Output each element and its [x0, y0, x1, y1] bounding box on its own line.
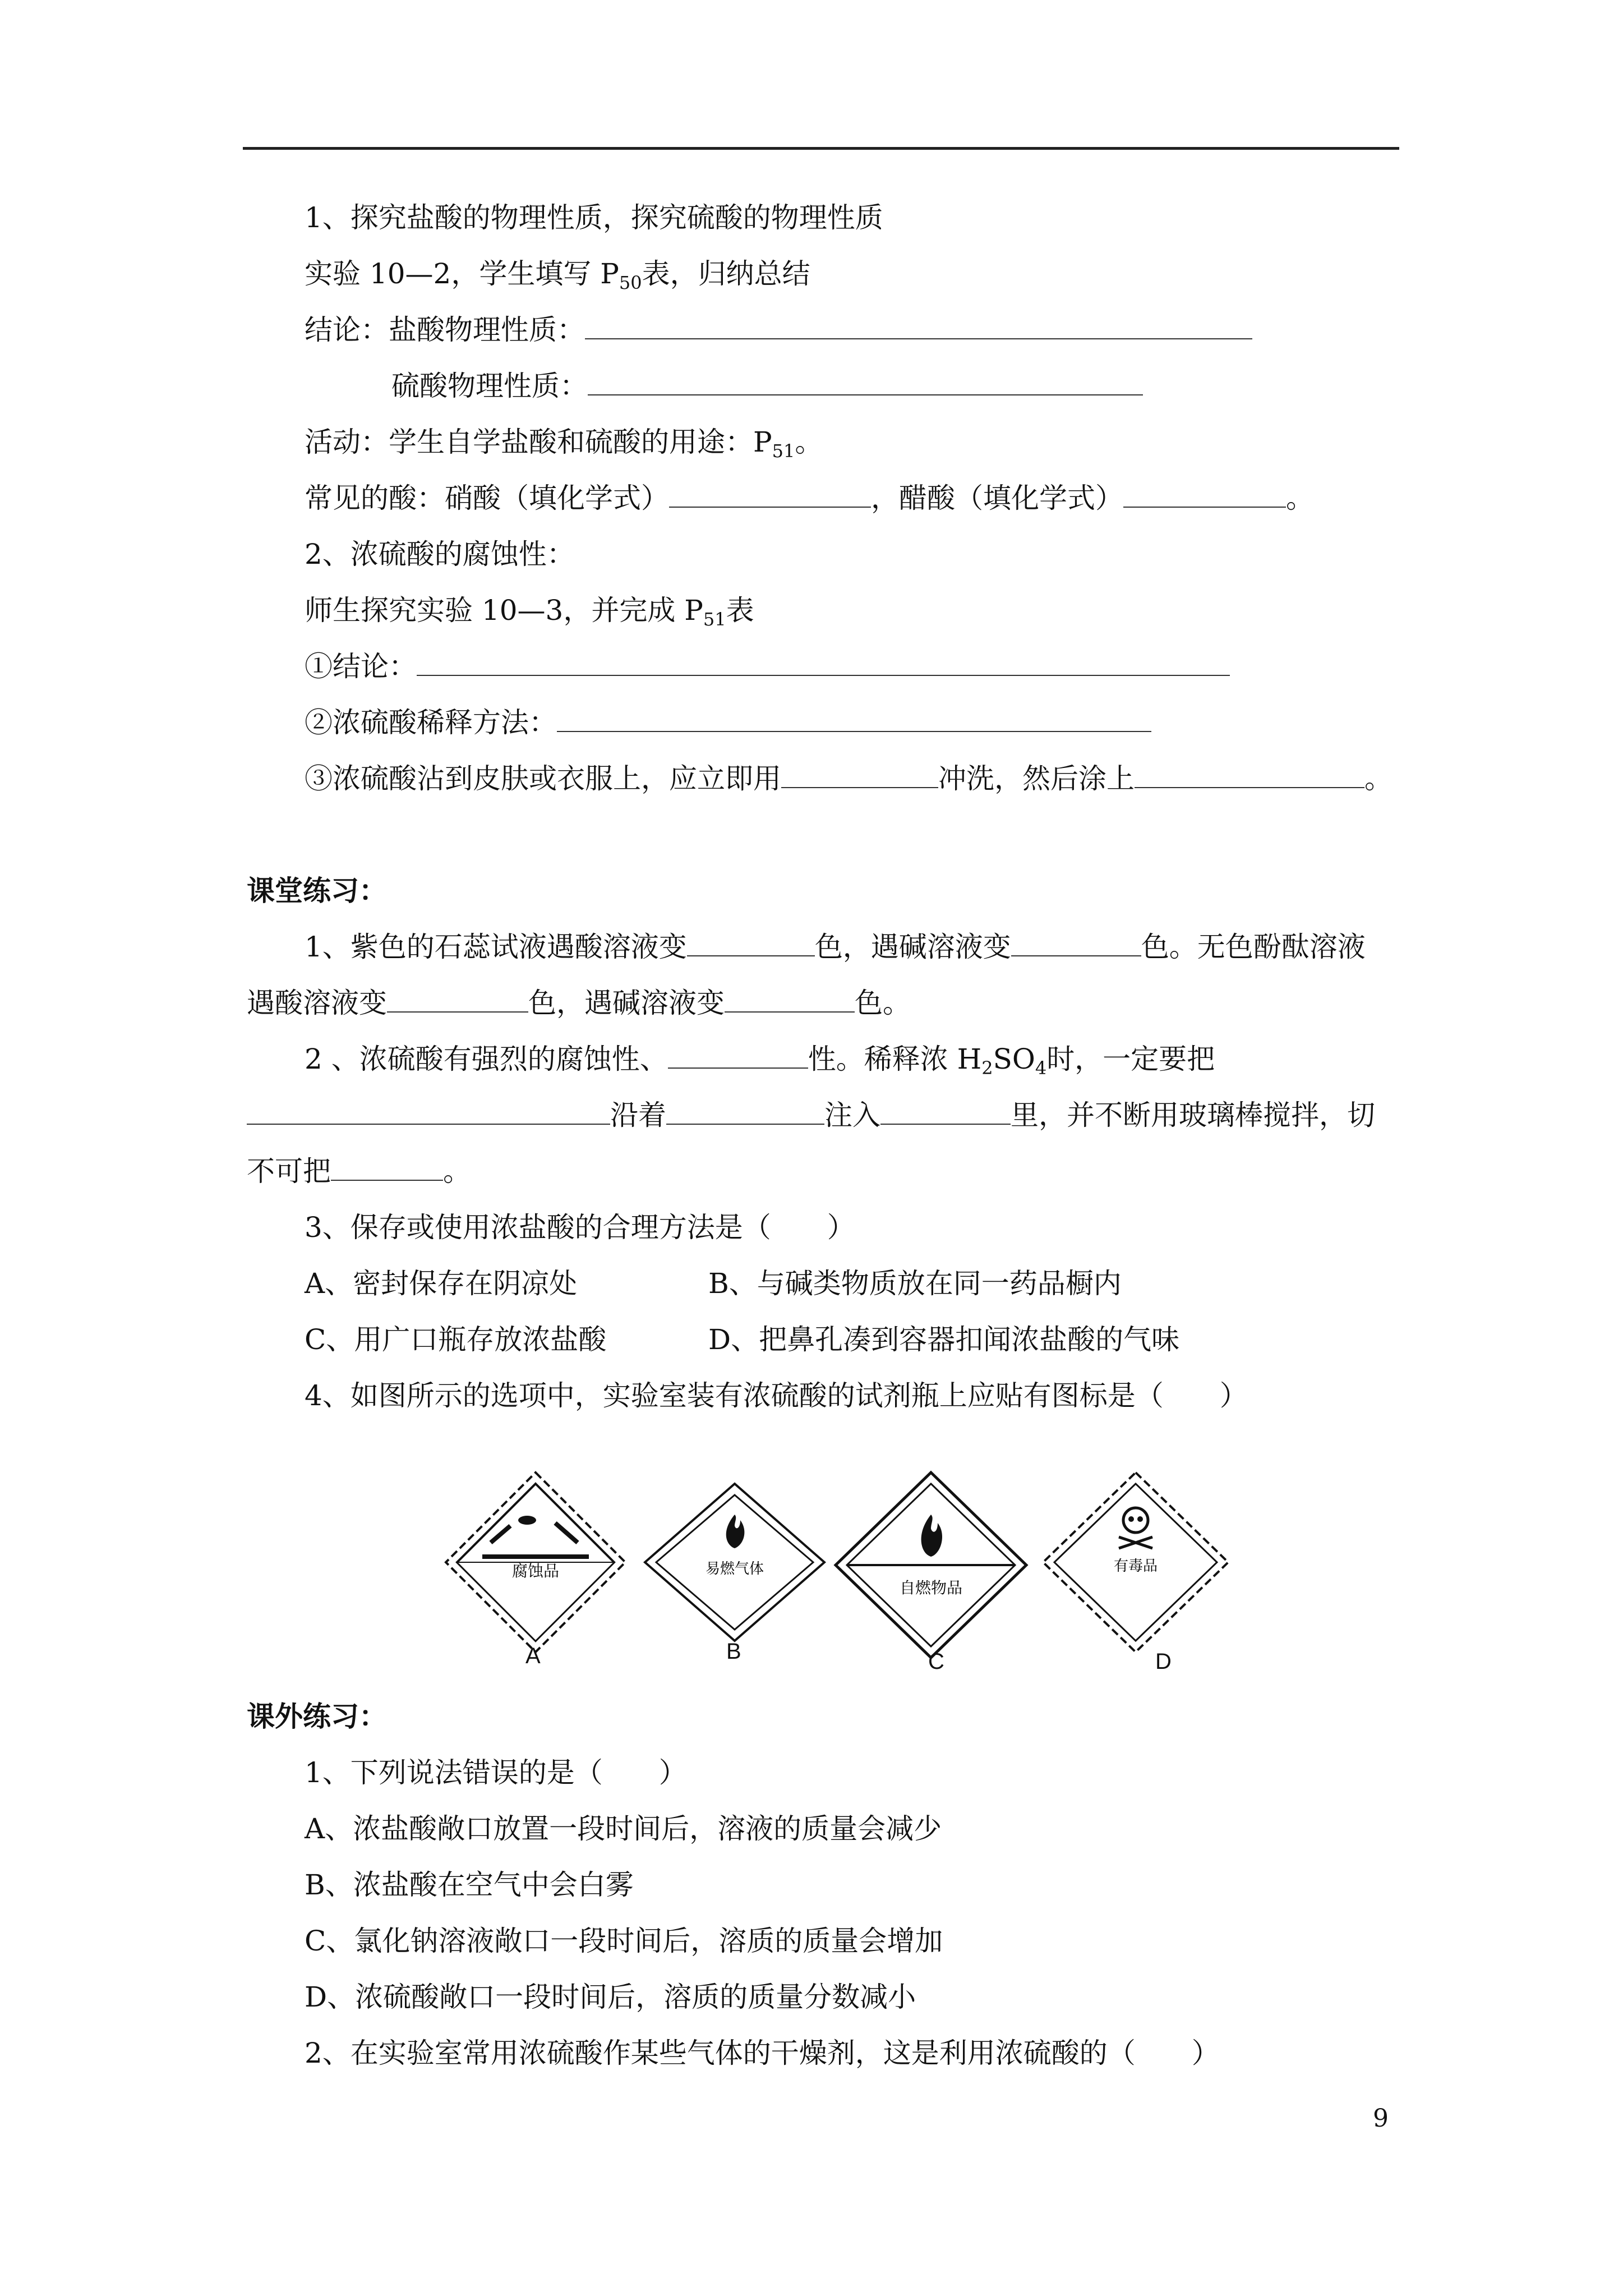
- sign-d-toxic[interactable]: [1043, 1473, 1228, 1652]
- page-number: 9: [1373, 2104, 1389, 2133]
- conclusion-blank[interactable]: [417, 652, 1230, 676]
- activity-line: 活动：学生自学盐酸和硫酸的用途：$P_{51}$。: [305, 426, 823, 462]
- item1-line: ①结论：: [305, 650, 1230, 683]
- item3-line: ③浓硫酸沾到皮肤或衣服上，应立即用 冲洗，然后涂上 。: [305, 762, 1393, 795]
- rinse-with-blank[interactable]: [781, 765, 938, 788]
- h2so4-properties-line: 硫酸物理性质：: [391, 369, 1143, 403]
- skull-icon: [1119, 1508, 1152, 1548]
- section2-experiment: 师生探究实验 10—3，并完成 $P_{51}$表: [305, 594, 754, 630]
- cq2-line2: 沿着 注入 里，并不断用玻璃棒搅拌，切: [247, 1098, 1375, 1132]
- dilution-method-blank[interactable]: [557, 708, 1151, 732]
- along-blank[interactable]: [666, 1101, 824, 1125]
- acetic-acid-blank[interactable]: [1123, 484, 1286, 508]
- cq4-question: 4、如图所示的选项中，实验室装有浓硫酸的试剂瓶上应贴有图标是（ ）: [305, 1379, 1248, 1412]
- litmus-acid-blank[interactable]: [687, 933, 815, 956]
- cq1-line2: 遇酸溶液变 色，遇碱溶液变 色。: [247, 987, 911, 1019]
- hq1-option-a[interactable]: A、浓盐酸敞口放置一段时间后，溶液的质量会减少: [305, 1812, 942, 1845]
- sign-c-text: 自燃物品: [899, 1579, 963, 1597]
- into-blank[interactable]: [880, 1101, 1011, 1125]
- cq3-question: 3、保存或使用浓盐酸的合理方法是（ ）: [305, 1211, 855, 1244]
- h2so4-properties-blank[interactable]: [588, 372, 1143, 395]
- cq2-line3: 不可把 。: [247, 1155, 471, 1188]
- flame-icon: [921, 1515, 942, 1557]
- cq1-line1: 1、紫色的石蕊试液遇酸溶液变 色，遇碱溶液变 色。无色酚酞溶液: [305, 931, 1366, 963]
- choice-label-d: D: [1155, 1649, 1172, 1674]
- cq2-line1: 2 、浓硫酸有强烈的腐蚀性、 性。稀释浓 $H_2SO_4$时，一定要把: [305, 1043, 1215, 1079]
- hq1-question: 1、下列说法错误的是（ ）: [305, 1756, 687, 1789]
- choice-label-c: C: [928, 1649, 944, 1674]
- section1-experiment: 实验 10—2，学生填写 $P_{50}$表，归纳总结: [305, 257, 810, 293]
- flame-icon: [726, 1515, 745, 1548]
- hcl-properties-line: 结论：盐酸物理性质：: [305, 313, 1252, 347]
- hq1-option-c[interactable]: C、氯化钠溶液敞口一段时间后，溶质的质量会增加: [305, 1925, 943, 1957]
- pour-what-blank[interactable]: [247, 1101, 610, 1125]
- common-acids-line: 常见的酸：硝酸（填化学式） ，醋酸（填化学式） 。: [305, 482, 1314, 514]
- corrosive-icon: [482, 1523, 589, 1557]
- litmus-base-blank[interactable]: [1011, 933, 1141, 956]
- sign-a-text: 腐蚀品: [511, 1562, 560, 1580]
- header-rule: [243, 147, 1399, 150]
- sign-c-spontaneous-combustion[interactable]: [836, 1473, 1026, 1658]
- phenolphthalein-acid-blank[interactable]: [387, 989, 528, 1013]
- apply-after-blank[interactable]: [1135, 765, 1364, 788]
- cq3-option-c[interactable]: C、用广口瓶存放浓盐酸: [305, 1323, 607, 1356]
- sign-d-text: 有毒品: [1113, 1558, 1158, 1575]
- sign-b-text: 易燃气体: [705, 1561, 764, 1577]
- section1-heading: 1、探究盐酸的物理性质，探究硫酸的物理性质: [305, 201, 883, 234]
- hazard-signs-figure: [437, 1464, 1267, 1688]
- sign-a-corrosive[interactable]: [446, 1473, 625, 1652]
- hq2-question: 2、在实验室常用浓硫酸作某些气体的干燥剂，这是利用浓硫酸的（ ）: [305, 2037, 1220, 2069]
- section2-heading: 2、浓硫酸的腐蚀性：: [305, 538, 575, 570]
- never-blank[interactable]: [331, 1157, 443, 1181]
- homework-title: 课外练习：: [247, 1700, 387, 1733]
- choice-label-a: A: [525, 1644, 541, 1668]
- classwork-title: 课堂练习：: [247, 874, 387, 907]
- property-blank[interactable]: [668, 1045, 808, 1069]
- sign-b-flammable-gas[interactable]: [645, 1484, 824, 1641]
- item2-line: ②浓硫酸稀释方法：: [305, 706, 1151, 739]
- cq3-option-a[interactable]: A、密封保存在阴凉处: [305, 1267, 578, 1300]
- nitric-acid-blank[interactable]: [669, 484, 871, 508]
- phenolphthalein-base-blank[interactable]: [725, 989, 855, 1013]
- hq1-option-d[interactable]: D、浓硫酸敞口一段时间后，溶质的质量分数减小: [305, 1981, 916, 2013]
- cq3-option-d[interactable]: D、把鼻孔凑到容器扣闻浓盐酸的气味: [708, 1323, 1180, 1356]
- hq1-option-b[interactable]: B、浓盐酸在空气中会白雾: [305, 1869, 634, 1901]
- hcl-properties-blank[interactable]: [585, 316, 1252, 339]
- choice-label-b: B: [726, 1639, 741, 1664]
- cq3-option-b[interactable]: B、与碱类物质放在同一药品橱内: [708, 1267, 1122, 1300]
